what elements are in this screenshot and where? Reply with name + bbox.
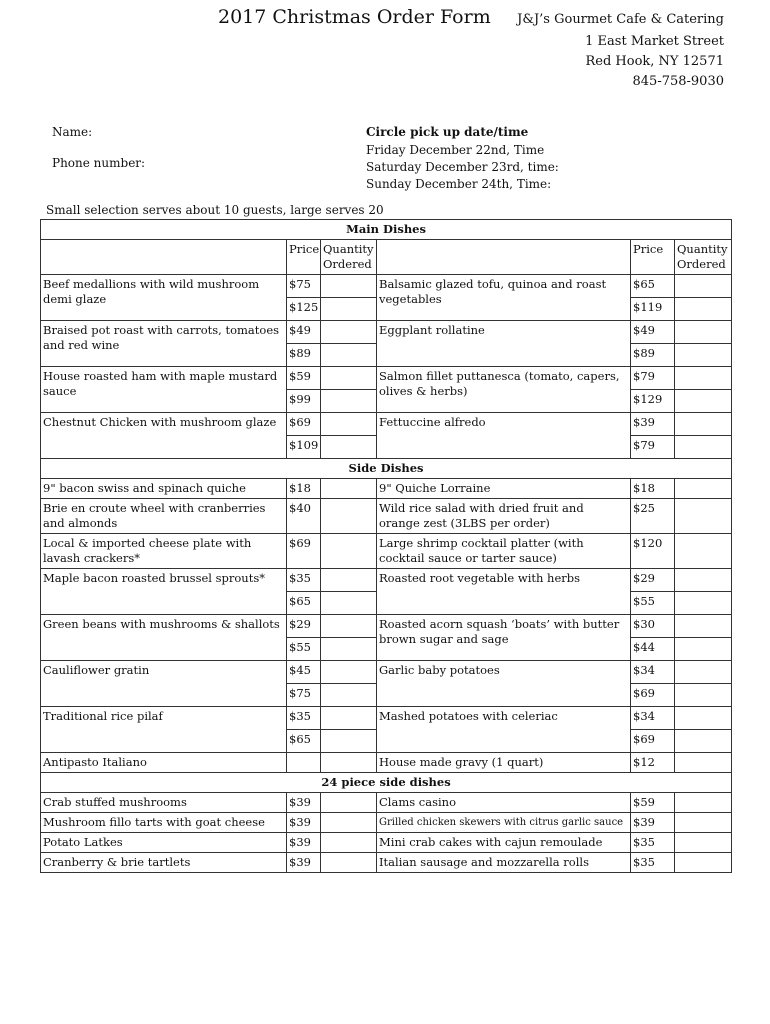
column-header-quantity-left: Quantity Ordered (321, 240, 377, 275)
side-price (287, 753, 321, 773)
side-price: $55 (287, 638, 321, 661)
side-dish-name: Maple bacon roasted brussel sprouts* (41, 569, 287, 615)
main-quantity-input[interactable] (675, 321, 732, 344)
side-price: $69 (631, 684, 675, 707)
main-quantity-input[interactable] (321, 413, 377, 436)
piece24-price: $39 (631, 813, 675, 833)
main-price: $49 (287, 321, 321, 344)
piece24-quantity-input[interactable] (321, 833, 377, 853)
side-quantity-input[interactable] (321, 730, 377, 753)
side-quantity-input[interactable] (321, 707, 377, 730)
side-quantity-input[interactable] (675, 569, 732, 592)
pickup-option-friday[interactable]: Friday December 22nd, Time (366, 143, 545, 157)
side-price: $75 (287, 684, 321, 707)
main-quantity-input[interactable] (321, 298, 377, 321)
side-quantity-input[interactable] (321, 661, 377, 684)
piece24-dish-name: Italian sausage and mozzarella rolls (377, 853, 631, 873)
pickup-heading: Circle pick up date/time (366, 125, 529, 139)
piece24-price: $35 (631, 833, 675, 853)
column-header-quantity-right: Quantity Ordered (675, 240, 732, 275)
pickup-option-saturday[interactable]: Saturday December 23rd, time: (366, 160, 559, 174)
side-quantity-input[interactable] (675, 707, 732, 730)
main-quantity-input[interactable] (675, 367, 732, 390)
piece24-price: $39 (287, 813, 321, 833)
side-quantity-input[interactable] (675, 661, 732, 684)
business-name: J&J’s Gourmet Cafe & Catering (517, 12, 724, 27)
main-quantity-input[interactable] (321, 367, 377, 390)
side-price: $45 (287, 661, 321, 684)
side-dish-name: Antipasto Italiano (41, 753, 287, 773)
side-price: $55 (631, 592, 675, 615)
piece24-dish-name: Grilled chicken skewers with citrus garlic sauce (377, 813, 631, 833)
side-dish-name: Cauliflower gratin (41, 661, 287, 707)
side-quantity-input[interactable] (675, 499, 732, 534)
main-quantity-input[interactable] (321, 321, 377, 344)
piece24-quantity-input[interactable] (675, 813, 732, 833)
main-dish-name: House roasted ham with maple mustard sauce (41, 367, 287, 413)
main-quantity-input[interactable] (321, 436, 377, 459)
side-price: $35 (287, 707, 321, 730)
main-dish-name: Eggplant rollatine (377, 321, 631, 367)
pickup-option-sunday[interactable]: Sunday December 24th, Time: (366, 177, 552, 191)
piece24-quantity-input[interactable] (321, 853, 377, 873)
side-dish-name: Green beans with mushrooms & shallots (41, 615, 287, 661)
side-dish-name: 9" Quiche Lorraine (377, 479, 631, 499)
main-price: $75 (287, 275, 321, 298)
main-dish-name: Balsamic glazed tofu, quinoa and roast vegetables (377, 275, 631, 321)
piece24-price: $39 (287, 793, 321, 813)
side-quantity-input[interactable] (321, 479, 377, 499)
business-phone: 845-758-9030 (632, 74, 724, 89)
main-dish-name: Braised pot roast with carrots, tomatoes and red wine (41, 321, 287, 367)
side-quantity-input[interactable] (321, 499, 377, 534)
piece24-dish-name: Cranberry & brie tartlets (41, 853, 287, 873)
main-dish-name: Beef medallions with wild mushroom demi glaze (41, 275, 287, 321)
column-header-price-left: Price (287, 240, 321, 275)
main-price: $59 (287, 367, 321, 390)
form-title: 2017 Christmas Order Form (218, 6, 491, 28)
piece24-quantity-input[interactable] (321, 793, 377, 813)
main-dish-name: Salmon fillet puttanesca (tomato, capers, olives & herbs) (377, 367, 631, 413)
main-quantity-input[interactable] (321, 344, 377, 367)
main-price: $39 (631, 413, 675, 436)
side-price: $44 (631, 638, 675, 661)
column-header-price-right: Price (631, 240, 675, 275)
name-label: Name: (52, 125, 93, 139)
piece24-quantity-input[interactable] (675, 793, 732, 813)
piece24-quantity-input[interactable] (321, 813, 377, 833)
main-price: $119 (631, 298, 675, 321)
piece24-dish-name: Mushroom fillo tarts with goat cheese (41, 813, 287, 833)
main-price: $79 (631, 367, 675, 390)
side-quantity-input[interactable] (675, 684, 732, 707)
main-dish-name: Fettuccine alfredo (377, 413, 631, 459)
main-price: $99 (287, 390, 321, 413)
section-side-dishes: Side Dishes (41, 459, 732, 479)
main-price: $49 (631, 321, 675, 344)
section-24-piece: 24 piece side dishes (41, 773, 732, 793)
side-dish-name: Wild rice salad with dried fruit and orange zest (3LBS per order) (377, 499, 631, 534)
piece24-quantity-input[interactable] (675, 853, 732, 873)
side-dish-name: Traditional rice pilaf (41, 707, 287, 753)
side-price: $30 (631, 615, 675, 638)
main-quantity-input[interactable] (321, 275, 377, 298)
side-price: $69 (631, 730, 675, 753)
side-quantity-input[interactable] (675, 592, 732, 615)
piece24-dish-name: Crab stuffed mushrooms (41, 793, 287, 813)
side-price: $69 (287, 534, 321, 569)
main-price: $89 (287, 344, 321, 367)
side-quantity-input[interactable] (321, 684, 377, 707)
side-quantity-input[interactable] (321, 638, 377, 661)
piece24-price: $39 (287, 853, 321, 873)
main-price: $109 (287, 436, 321, 459)
order-table (40, 219, 732, 873)
side-dish-name: Roasted root vegetable with herbs (377, 569, 631, 615)
side-quantity-input[interactable] (321, 534, 377, 569)
piece24-price: $39 (287, 833, 321, 853)
phone-label: Phone number: (52, 156, 146, 170)
side-dish-name: Brie en croute wheel with cranberries and almonds (41, 499, 287, 534)
side-price: $18 (631, 479, 675, 499)
side-price: $35 (287, 569, 321, 592)
business-street: 1 East Market Street (585, 34, 724, 49)
side-quantity-input[interactable] (675, 638, 732, 661)
side-dish-name: Large shrimp cocktail platter (with cocktail sauce or tarter sauce) (377, 534, 631, 569)
side-price: $40 (287, 499, 321, 534)
side-quantity-input[interactable] (675, 615, 732, 638)
piece24-dish-name: Mini crab cakes with cajun remoulade (377, 833, 631, 853)
column-header-dish-left (41, 240, 287, 275)
side-price: $120 (631, 534, 675, 569)
main-price: $89 (631, 344, 675, 367)
main-price: $129 (631, 390, 675, 413)
side-price: $29 (287, 615, 321, 638)
business-city: Red Hook, NY 12571 (585, 54, 724, 69)
side-quantity-input[interactable] (321, 753, 377, 773)
piece24-dish-name: Potato Latkes (41, 833, 287, 853)
side-quantity-input[interactable] (675, 753, 732, 773)
main-dish-name: Chestnut Chicken with mushroom glaze (41, 413, 287, 459)
side-dish-name: House made gravy (1 quart) (377, 753, 631, 773)
main-price: $125 (287, 298, 321, 321)
side-dish-name: Garlic baby potatoes (377, 661, 631, 707)
side-quantity-input[interactable] (675, 534, 732, 569)
main-quantity-input[interactable] (675, 275, 732, 298)
main-quantity-input[interactable] (675, 413, 732, 436)
main-quantity-input[interactable] (675, 298, 732, 321)
side-price: $25 (631, 499, 675, 534)
side-price: $18 (287, 479, 321, 499)
column-header-dish-right (377, 240, 631, 275)
piece24-price: $35 (631, 853, 675, 873)
side-quantity-input[interactable] (321, 615, 377, 638)
main-price: $69 (287, 413, 321, 436)
serving-note: Small selection serves about 10 guests, large serves 20 (46, 203, 384, 217)
side-price: $65 (287, 592, 321, 615)
piece24-price: $59 (631, 793, 675, 813)
side-dish-name: 9" bacon swiss and spinach quiche (41, 479, 287, 499)
side-dish-name: Roasted acorn squash ‘boats’ with butter brown sugar and sage (377, 615, 631, 661)
side-price: $12 (631, 753, 675, 773)
side-quantity-input[interactable] (675, 730, 732, 753)
side-price: $34 (631, 661, 675, 684)
piece24-dish-name: Clams casino (377, 793, 631, 813)
side-price: $29 (631, 569, 675, 592)
side-price: $65 (287, 730, 321, 753)
piece24-quantity-input[interactable] (675, 833, 732, 853)
main-quantity-input[interactable] (675, 436, 732, 459)
main-quantity-input[interactable] (321, 390, 377, 413)
main-price: $65 (631, 275, 675, 298)
side-price: $34 (631, 707, 675, 730)
section-main-dishes: Main Dishes (41, 220, 732, 240)
side-quantity-input[interactable] (675, 479, 732, 499)
side-quantity-input[interactable] (321, 592, 377, 615)
main-price: $79 (631, 436, 675, 459)
main-quantity-input[interactable] (675, 390, 732, 413)
side-dish-name: Mashed potatoes with celeriac (377, 707, 631, 753)
side-dish-name: Local & imported cheese plate with lavash crackers* (41, 534, 287, 569)
main-quantity-input[interactable] (675, 344, 732, 367)
side-quantity-input[interactable] (321, 569, 377, 592)
